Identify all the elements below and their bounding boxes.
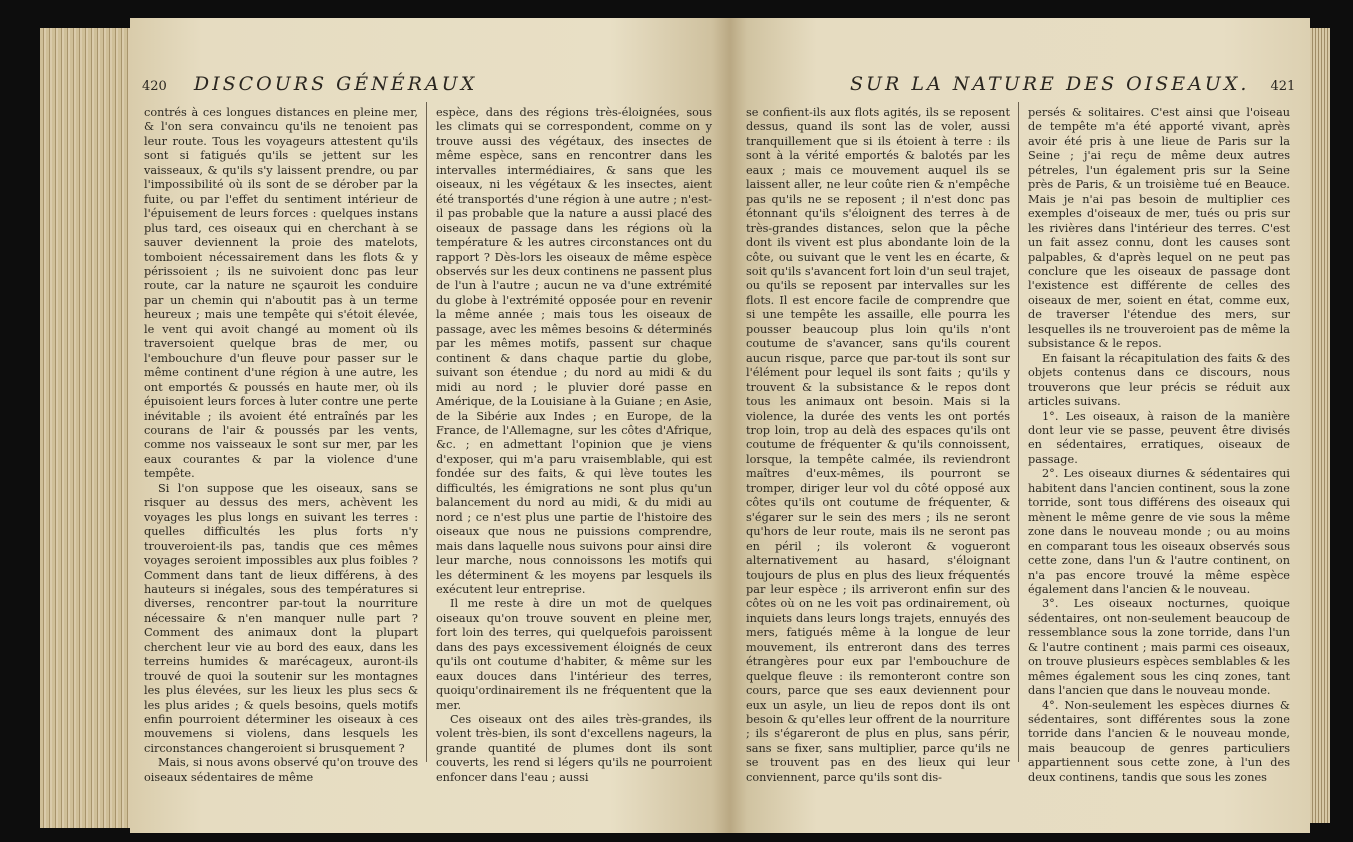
paragraph: se confient-ils aux flots agités, ils se reposent dessus, quand ils sont las de voler, aussi tranquillement que si ils étoient à terre : ils sont à la vérité emportés & balotés par les eaux ; mais ce mouvement auquel ils se laissent aller, ne leur coûte rien & n'empêche pas qu'ils ne se reposent ; il n'est donc pas étonnant qu'ils s'éloignent des terres à de très-grandes distances, selon que la pêche dont ils vivent est plus abondante loin de la côte, ou suivant que le vent les en écarte, & soit qu'ils s'avancent fort loin d'un seul trajet, ou qu'ils se reposent par intervalles sur les flots. Il est encore facile de comprendre que si une tempête les assaille, elle pourra les pousser beaucoup plus loin qu'ils n'ont coutume de s'avancer, sans qu'ils courent aucun risque, parce que par-tout ils sont sur l'élément pour lequel ils sont faits ; qu'ils y trouvent & la subsistance & le repos dont tous les animaux ont besoin. Mais si la violence, la durée des vents les ont portés trop loin, trop au delà des espaces qu'ils ont coutume de fréquenter & qu'ils connoissent, lorsque, la tempête calmée, ils reviendront maîtres d'eux-mêmes, ils pourront se tromper, diriger leur vol du côté opposé aux côtes qu'ils ont coutume de fréquenter, & s'égarer sur le sein des mers ; ils ne seront qu'hors de leur route, mais ils ne seront pas en péril ; ils voleront & vogueront alternativement au hasard, s'éloignant toujours de plus en plus des lieux fréquentés par leur espèce ; ils arriveront enfin sur des côtes où on ne les voit pas ordinairement, où inquiets dans leurs longs trajets, ennuyés des mers, fatigués même à la longue de leur mouvement, ils entreront dans des terres étrangères pour eux par l'embouchure de quelque fleuve : ils remonteront contre son cours, parce que ses eaux deviennent pour eux un asyle, un lieu de repos dont ils ont besoin & qu'elles leur offrent de la nourriture ; ils s'égareront de plus en plus, sans périr, sans se fixer, sans multiplier, parce qu'ils ne se trouvent pas en des lieux qui leur conviennent, parce qu'ils sont dis- (746, 106, 1010, 784)
right-column-2 (1028, 106, 1290, 785)
left-title: DISCOURS GÉNÉRAUX (193, 73, 478, 95)
paragraph: Ces oiseaux ont des ailes très-grandes, ils volent très-bien, ils sont d'excellens nageurs, la grande quantité de plumes dont ils sont couverts, les rend si légers qu'ils ne pourroient enfoncer dans l'eau ; aussi (436, 713, 712, 784)
column-rule (426, 102, 427, 762)
paragraph: Il me reste à dire un mot de quelques oiseaux qu'on trouve souvent en pleine mer, fort loin des terres, qui quelquefois paroissent dans des pays excessivement éloignés de ceux qu'ils ont coutume d'habiter, & même sur les eaux douces dans l'intérieur des terres, quoiqu'ordinairement ils ne fréquentent que la mer. (436, 597, 712, 712)
paragraph: contrés à ces longues distances en pleine mer, & l'on sera convaincu qu'ils ne tenoient pas leur route. Tous les voyageurs attestent qu'ils sont si fatigués qu'ils se jettent sur les vaisseaux, & qu'ils s'y laissent prendre, ou par l'impossibilité où ils sont de se dérober par la fuite, ou par l'effet du sentiment intérieur de l'épuisement de leurs forces : quelques instans plus tard, ces oiseaux qui en cherchant à se sauver deviennent la proie des matelots, tomboient nécessairement dans les flots & y périssoient ; ils ne suivoient donc pas leur route, car la nature ne sçauroit les conduire par un chemin qui n'aboutit pas à un terme heureux ; mais une tempête qui s'étoit élevée, le vent qui avoit changé au moment où ils traversoient quelque bras de mer, ou l'embouchure d'un fleuve pour passer sur le même continent d'une région à une autre, les ont emportés & poussés en haute mer, où ils épuisoient leurs forces à luter contre une perte inévitable ; ils avoient été entraînés par les courans de l'air & poussés par les vents, comme nos vaisseaux le sont sur mer, par les eaux courantes & par la violence d'une tempête. (144, 106, 418, 481)
left-page-number: 420 (142, 79, 167, 94)
paragraph: 4°. Non-seulement les espèces diurnes & sédentaires, sont différentes sous la zone torride dans l'ancien & le nouveau monde, mais beaucoup de genres particuliers appartiennent sous cette zone, à l'un des deux continens, tandis que sous les zones (1028, 698, 1290, 784)
right-page (730, 18, 1310, 833)
paragraph: En faisant la récapitulation des faits & des objets contenus dans ce discours, nous trouverons que leur précis se réduit aux articles suivans. (1028, 351, 1290, 409)
right-title: SUR LA NATURE DES OISEAUX. (850, 73, 1250, 95)
open-book (40, 18, 1330, 833)
column-rule (1018, 102, 1019, 762)
paragraph: Si l'on suppose que les oiseaux, sans se risquer au dessus des mers, achèvent les voyages les plus longs en suivant les terres : quelles difficultés les plus forts n'y trouveroient-ils pas, tandis que ces mêmes voyages seroient impossibles aux plus foibles ? Comment dans tant de lieux différens, à des hauteurs si inégales, sous des températures si diverses, rencontrer par-tout la nourriture nécessaire & n'en manquer nulle part ? Comment des animaux dont la plupart cherchent leur vie au bord des eaux, dans les terreins humides & marécageux, auront-ils trouvé de quoi la soutenir sur les montagnes les plus élevées, sur les lieux les plus secs & les plus arides ; & quels besoins, quels motifs enfin pourroient déterminer les oiseaux à ces mouvemens si violens, dans lesquels les circonstances changeroient si brusquement ? (144, 481, 418, 755)
right-running-head (850, 73, 1295, 95)
page-edges-right (1310, 28, 1330, 823)
paragraph: persés & solitaires. C'est ainsi que l'oiseau de tempête m'a été apporté vivant, après avoir été pris à une lieue de Paris sur la Seine ; j'ai reçu de même deux autres pétreles, l'un également pris sur la Seine près de Paris, & un troisième tué en Beauce. Mais je n'ai pas besoin de multiplier ces exemples d'oiseaux de mer, tués ou pris sur les rivières dans l'intérieur des terres. C'est un fait assez connu, dont les causes sont palpables, & d'après lequel on ne peut pas conclure que les oiseaux de passage dont l'existence est différente de celles des oiseaux de mer, soient en état, comme eux, de traverser l'étendue des mers, sur lesquelles ils ne trouveroient pas de même la subsistance & le repos. (1028, 106, 1290, 351)
right-column-1 (746, 106, 1010, 785)
paragraph: espèce, dans des régions très-éloignées, sous les climats qui se correspondent, comme on y trouve aussi des végétaux, des insectes de même espèce, sans en rencontrer dans les intervalles intermédiaires, & sans que les oiseaux, ni les végétaux & les insectes, aient été transportés d'une région à une autre ; n'est-il pas probable que la nature a aussi placé des oiseaux de passage dans les régions où la température & les autres circonstances ont du rapport ? Dès-lors les oiseaux de même espèce observés sur les deux continens ne passent plus de l'un à l'autre ; aucun ne va d'une extrémité du globe à l'extrémité opposée pour en revenir la même année ; mais tous les oiseaux de passage, avec les mêmes besoins & déterminés par les mêmes motifs, passent sur chaque continent & dans chaque partie du globe, suivant son étendue ; du nord au midi & du midi au nord ; le pluvier doré passe en Amérique, de la Louisiane à la Guiane ; en Asie, de la Sibérie aux Indes ; en Europe, de la France, de l'Allemagne, sur les côtes d'Afrique, &c. ; en admettant l'opinion que je viens d'exposer, qui m'a paru vraisemblable, qui est fondée sur des faits, & qui lève toutes les difficultés, les émigrations ne sont plus qu'un balancement du nord au midi, & du midi au nord ; ce n'est plus une partie de l'histoire des oiseaux que nous ne puissions comprendre, mais dans laquelle nous suivons pour ainsi dire leur marche, nous connoissons les motifs qui les déterminent & les moyens par lesquels ils exécutent leur entreprise. (436, 106, 712, 596)
paragraph: 1°. Les oiseaux, à raison de la manière dont leur vie se passe, peuvent être divisés en sédentaires, erratiques, oiseaux de passage. (1028, 409, 1290, 466)
paragraph: Mais, si nous avons observé qu'on trouve des oiseaux sédentaires de même (144, 756, 418, 784)
left-column-1 (144, 106, 418, 785)
left-page (130, 18, 730, 833)
right-page-number: 421 (1270, 79, 1296, 94)
page-edges-left (40, 28, 130, 828)
paragraph: 2°. Les oiseaux diurnes & sédentaires qui habitent dans l'ancien continent, sous la zone torride, sont tous différens des oiseaux qui mènent le même genre de vie sous la même zone dans le nouveau monde ; ou au moins en comparant tous les oiseaux observés sous cette zone, dans l'un & l'autre continent, on n'a pas encore trouvé la même espèce également dans l'ancien & le nouveau. (1028, 467, 1290, 596)
left-column-2 (436, 106, 712, 785)
left-running-head (142, 73, 477, 95)
paragraph: 3°. Les oiseaux nocturnes, quoique sédentaires, ont non-seulement beaucoup de ressemblance sous la zone torride, dans l'un & l'autre continent ; mais parmi ces oiseaux, on trouve plusieurs espèces semblables & les mêmes également sous les cinq zones, tant dans l'ancien que dans le nouveau monde. (1028, 597, 1290, 698)
